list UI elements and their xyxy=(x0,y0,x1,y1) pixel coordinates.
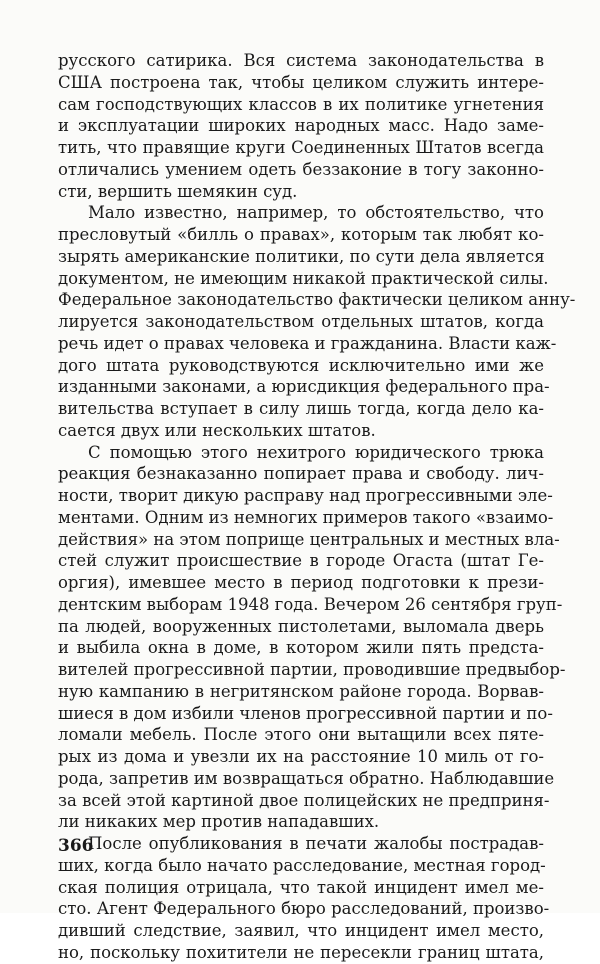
page-number: 366 xyxy=(58,836,94,856)
body-text xyxy=(58,50,576,964)
text-line: ших, когда было начато расследование, местная город- xyxy=(58,855,546,875)
text-line: па людей, вооруженных пистолетами, выломала дверь xyxy=(58,616,544,636)
text-line: реакция безнаказанно попирает права и свободу. лич- xyxy=(58,464,544,484)
text-line: вительства вступает в силу лишь тогда, когда дело ка- xyxy=(58,399,544,418)
text-line: ментами. Одним из немногих примеров такого «взаимо- xyxy=(58,507,554,527)
text-line: за всей этой картиной двое полицейских не предприня- xyxy=(58,790,550,810)
text-line: сам господствующих классов в их политике угнетения xyxy=(58,94,544,114)
text-line: отличались умением одеть беззаконие в тогу законно- xyxy=(58,159,544,179)
text-line: сти, вершить шемякин суд. xyxy=(58,181,298,201)
text-line: изданными законами, а юрисдикция федерального пра- xyxy=(58,377,550,397)
text-line: рых из дома и увезли их на расстояние 10 миль от го- xyxy=(58,747,544,766)
text-line: После опубликования в печати жалобы пострадав- xyxy=(88,834,544,853)
text-line: дивший следствие, заявил, что инцидент имел место, xyxy=(58,921,544,940)
text-line: русского сатирика. Вся система законодательства в xyxy=(58,51,544,70)
text-line: лируется законодательством отдельных штатов, когда xyxy=(58,312,544,331)
text-line: ломали мебель. После этого они вытащили всех пяте- xyxy=(58,725,544,745)
text-line: но, поскольку похитители не пересекли границ штата, xyxy=(58,942,544,962)
text-line: ную кампанию в негритянском районе города. Ворвав- xyxy=(58,681,544,701)
text-line: документом, не имеющим никакой практической силы. xyxy=(58,268,549,288)
text-line: пресловутый «билль о правах», которым так любят ко- xyxy=(58,225,544,244)
text-line: вителей прогрессивной партии, проводившие предвыбор- xyxy=(58,660,566,679)
text-line: зырять американские политики, по сути дела является xyxy=(58,246,545,266)
text-line: шиеся в дом избили членов прогрессивной партии и по- xyxy=(58,703,553,723)
text-line: и эксплуатации широких народных масс. Надо заме- xyxy=(58,116,544,136)
text-line: сается двух или нескольких штатов. xyxy=(58,420,376,440)
text-line: США построена так, чтобы целиком служить интере- xyxy=(58,72,544,92)
text-line: оргия), имевшее место в период подготовки к прези- xyxy=(58,573,544,592)
text-line: ности, творит дикую расправу над прогрессивными эле- xyxy=(58,486,553,505)
text-line: дентским выборам 1948 года. Вечером 26 сентября груп- xyxy=(58,594,563,614)
text-line: Мало известно, например, то обстоятельство, что xyxy=(88,203,544,223)
text-line: стей служит происшествие в городе Огаста (штат Ге- xyxy=(58,551,544,571)
text-line: речь идет о правах человека и гражданина. Власти каж- xyxy=(58,333,557,353)
text-line: С помощью этого нехитрого юридического трюка xyxy=(88,442,544,462)
text-line: ли никаких мер против нападавших. xyxy=(58,812,380,832)
text-line: и выбила окна в доме, в котором жили пять предста- xyxy=(58,638,544,658)
text-line: Федеральное законодательство фактически целиком анну- xyxy=(58,290,576,310)
text-line: действия» на этом поприще центральных и местных вла- xyxy=(58,529,560,549)
text-line: рода, запретив им возвращаться обратно. Наблюдавшие xyxy=(58,768,555,788)
text-line: ская полиция отрицала, что такой инцидент имел ме- xyxy=(58,877,544,897)
text-line: сто. Агент Федерального бюро расследований, произво- xyxy=(58,899,550,919)
text-line: дого штата руководствуются исключительно ими же xyxy=(58,355,544,375)
text-line: тить, что правящие круги Соединенных Штатов всегда xyxy=(58,138,544,157)
